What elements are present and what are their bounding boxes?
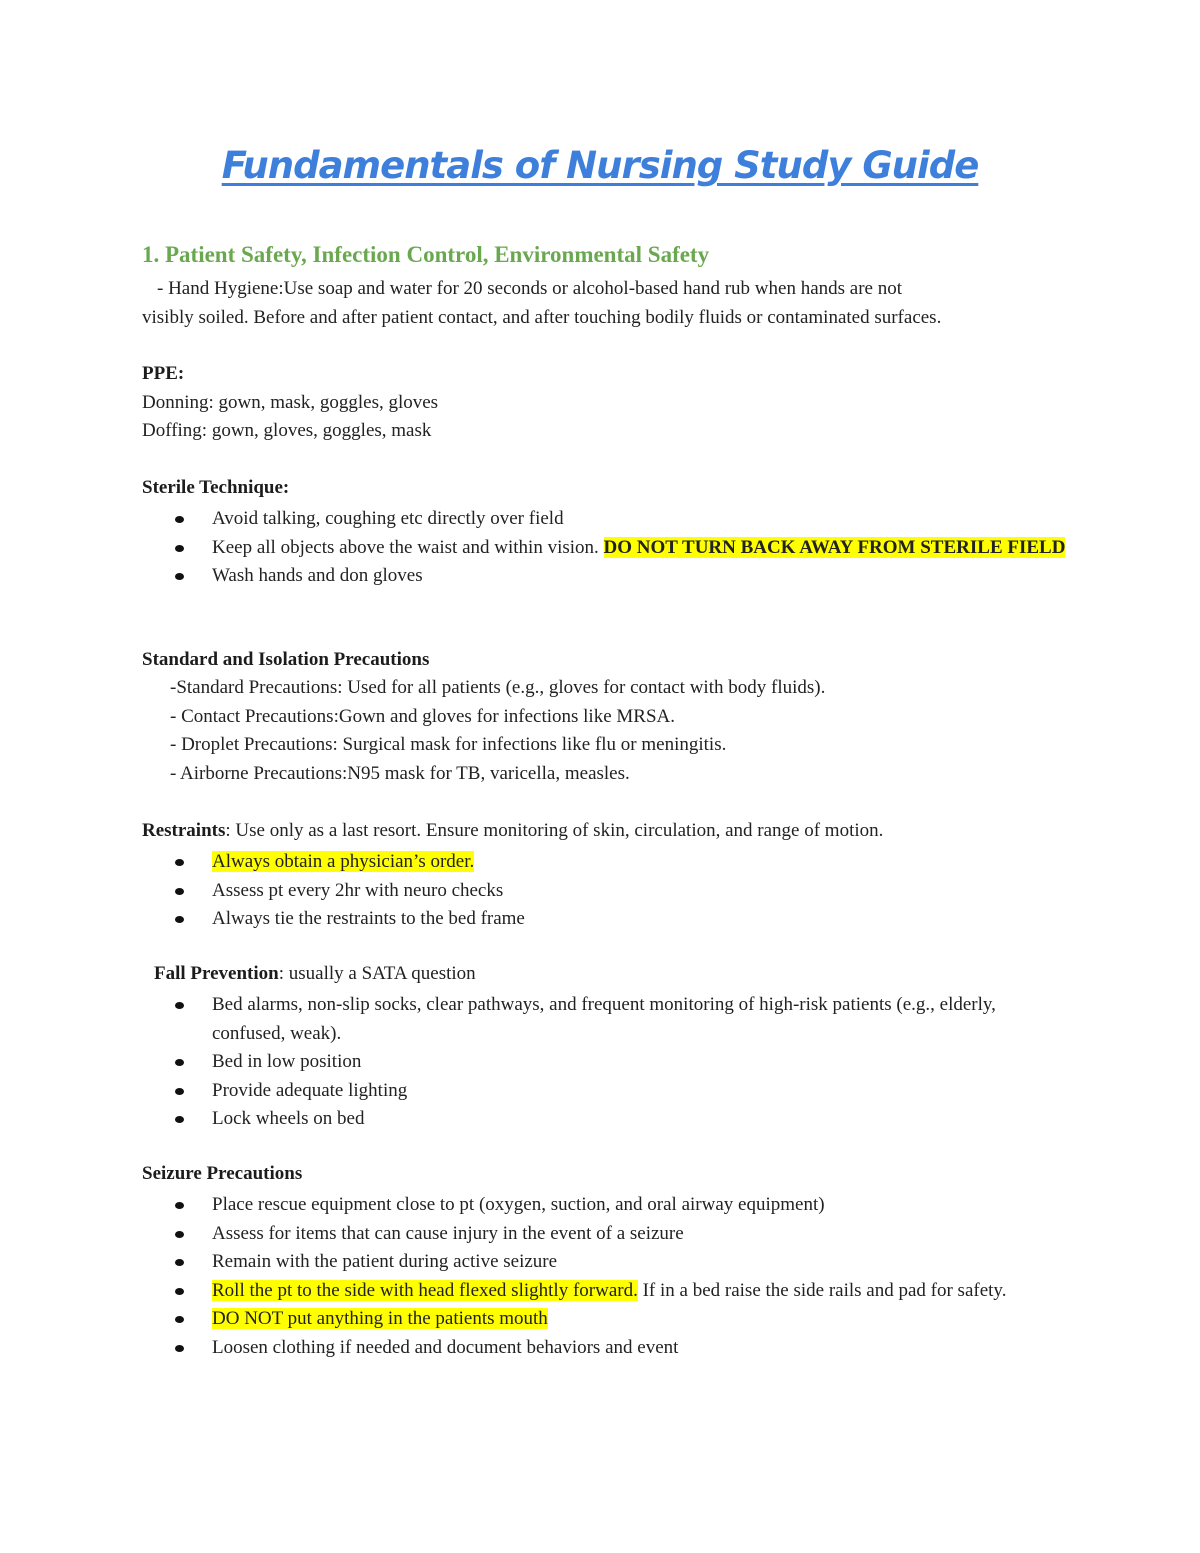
list-item-text: Wash hands and don gloves	[212, 565, 423, 586]
list-item-text: Remain with the patient during active seizure	[212, 1251, 558, 1272]
restraints-text: : Use only as a last resort. Ensure monitoring of skin, circulation, and range of motion.	[225, 820, 884, 841]
precautions-label: Standard and Isolation Precautions	[142, 649, 430, 670]
bullet-icon	[175, 1288, 184, 1295]
bullet-icon	[175, 573, 184, 580]
bullet-icon	[175, 1088, 184, 1095]
bullet-icon	[175, 516, 184, 523]
bullet-icon	[175, 545, 184, 552]
list-item	[142, 848, 1072, 877]
airborne-precautions: - Airborne Precautions:N95 mask for TB, varicella, measles.	[170, 763, 630, 784]
list-item-text: Assess pt every 2hr with neuro checks	[212, 879, 504, 901]
fall-prevention-label: Fall Prevention	[154, 963, 279, 984]
list-item	[142, 1248, 1072, 1277]
hand-hygiene-line-2: visibly soiled. Before and after patient contact, and after touching bodily fluids or contaminated surfaces.	[142, 307, 942, 328]
sterile-technique-label: Sterile Technique:	[142, 477, 290, 498]
list-item-text: Place rescue equipment close to pt (oxygen, suction, and oral airway equipment)	[212, 1194, 825, 1215]
list-item-text: Lock wheels on bed	[212, 1108, 365, 1129]
list-item-text: Keep all objects above the waist and within vision.	[212, 536, 604, 558]
list-item	[142, 1334, 1072, 1363]
standard-precautions: -Standard Precautions: Used for all patients (e.g., gloves for contact with body fluids).	[170, 677, 826, 698]
restraints-list	[142, 848, 1072, 934]
ppe-doffing: Doffing: gown, gloves, goggles, mask	[142, 420, 432, 441]
list-item	[142, 505, 1072, 534]
list-item-text: Provide adequate lighting	[212, 1079, 408, 1101]
highlighted-text: Always obtain a physician’s order.	[212, 851, 475, 872]
bullet-icon	[175, 1345, 184, 1352]
seizure-precautions-label: Seizure Precautions	[142, 1163, 303, 1184]
restraints-line	[142, 820, 883, 842]
bullet-icon	[175, 1316, 184, 1323]
highlighted-text: DO NOT TURN BACK AWAY FROM STERILE FIELD	[603, 536, 1066, 558]
bullet-icon	[175, 1002, 184, 1009]
bullet-icon	[175, 859, 184, 866]
list-item-text: Bed in low position	[212, 1051, 362, 1072]
list-item-text: Bed alarms, non-slip socks, clear pathways, and frequent monitoring of high-risk patients (e.g., elderly, confused, weak).	[212, 994, 996, 1044]
list-item-text: Loosen clothing if needed and document behaviors and event	[212, 1336, 679, 1358]
list-item-text: Assess for items that can cause injury in the event of a seizure	[212, 1222, 684, 1244]
fall-prevention-list	[142, 991, 1072, 1134]
highlighted-text: Roll the pt to the side with head flexed slightly forward.	[212, 1279, 638, 1301]
list-item	[142, 877, 1072, 906]
bullet-icon	[175, 1059, 184, 1066]
seizure-precautions-list	[142, 1191, 1072, 1362]
bullet-icon	[175, 1259, 184, 1266]
sterile-technique-list	[142, 505, 1072, 591]
list-item	[142, 1048, 1072, 1077]
hand-hygiene-line-1: - Hand Hygiene:Use soap and water for 20 seconds or alcohol-based hand rub when hands are not	[157, 278, 902, 299]
bullet-icon	[175, 888, 184, 895]
list-item	[142, 562, 1072, 591]
document-title: Fundamentals of Nursing Study Guide	[221, 144, 979, 187]
list-item	[142, 534, 1072, 563]
list-item	[142, 1305, 1072, 1334]
list-item-text: Avoid talking, coughing etc directly over field	[212, 508, 564, 529]
bullet-icon	[175, 1231, 184, 1238]
list-item	[142, 991, 1072, 1048]
list-item	[142, 1077, 1072, 1106]
ppe-label: PPE:	[142, 363, 185, 384]
list-item	[142, 1105, 1072, 1134]
section-heading: 1. Patient Safety, Infection Control, Environmental Safety	[142, 242, 710, 267]
list-item	[142, 1220, 1072, 1249]
restraints-label: Restraints	[142, 820, 226, 841]
fall-prevention-text: : usually a SATA question	[278, 963, 476, 984]
ppe-donning: Donning: gown, mask, goggles, gloves	[142, 392, 439, 413]
list-item	[142, 1277, 1072, 1306]
bullet-icon	[175, 916, 184, 923]
list-item	[142, 905, 1072, 934]
droplet-precautions: - Droplet Precautions: Surgical mask for infections like flu or meningitis.	[170, 734, 727, 755]
bullet-icon	[175, 1202, 184, 1209]
list-item	[142, 1191, 1072, 1220]
bullet-icon	[175, 1116, 184, 1123]
list-item-text: Always tie the restraints to the bed frame	[212, 908, 525, 929]
highlighted-text: DO NOT put anything in the patients mouth	[212, 1308, 548, 1329]
list-item-text: If in a bed raise the side rails and pad for safety.	[637, 1279, 1007, 1301]
contact-precautions: - Contact Precautions:Gown and gloves for infections like MRSA.	[170, 706, 676, 727]
fall-prevention-line	[154, 963, 476, 985]
